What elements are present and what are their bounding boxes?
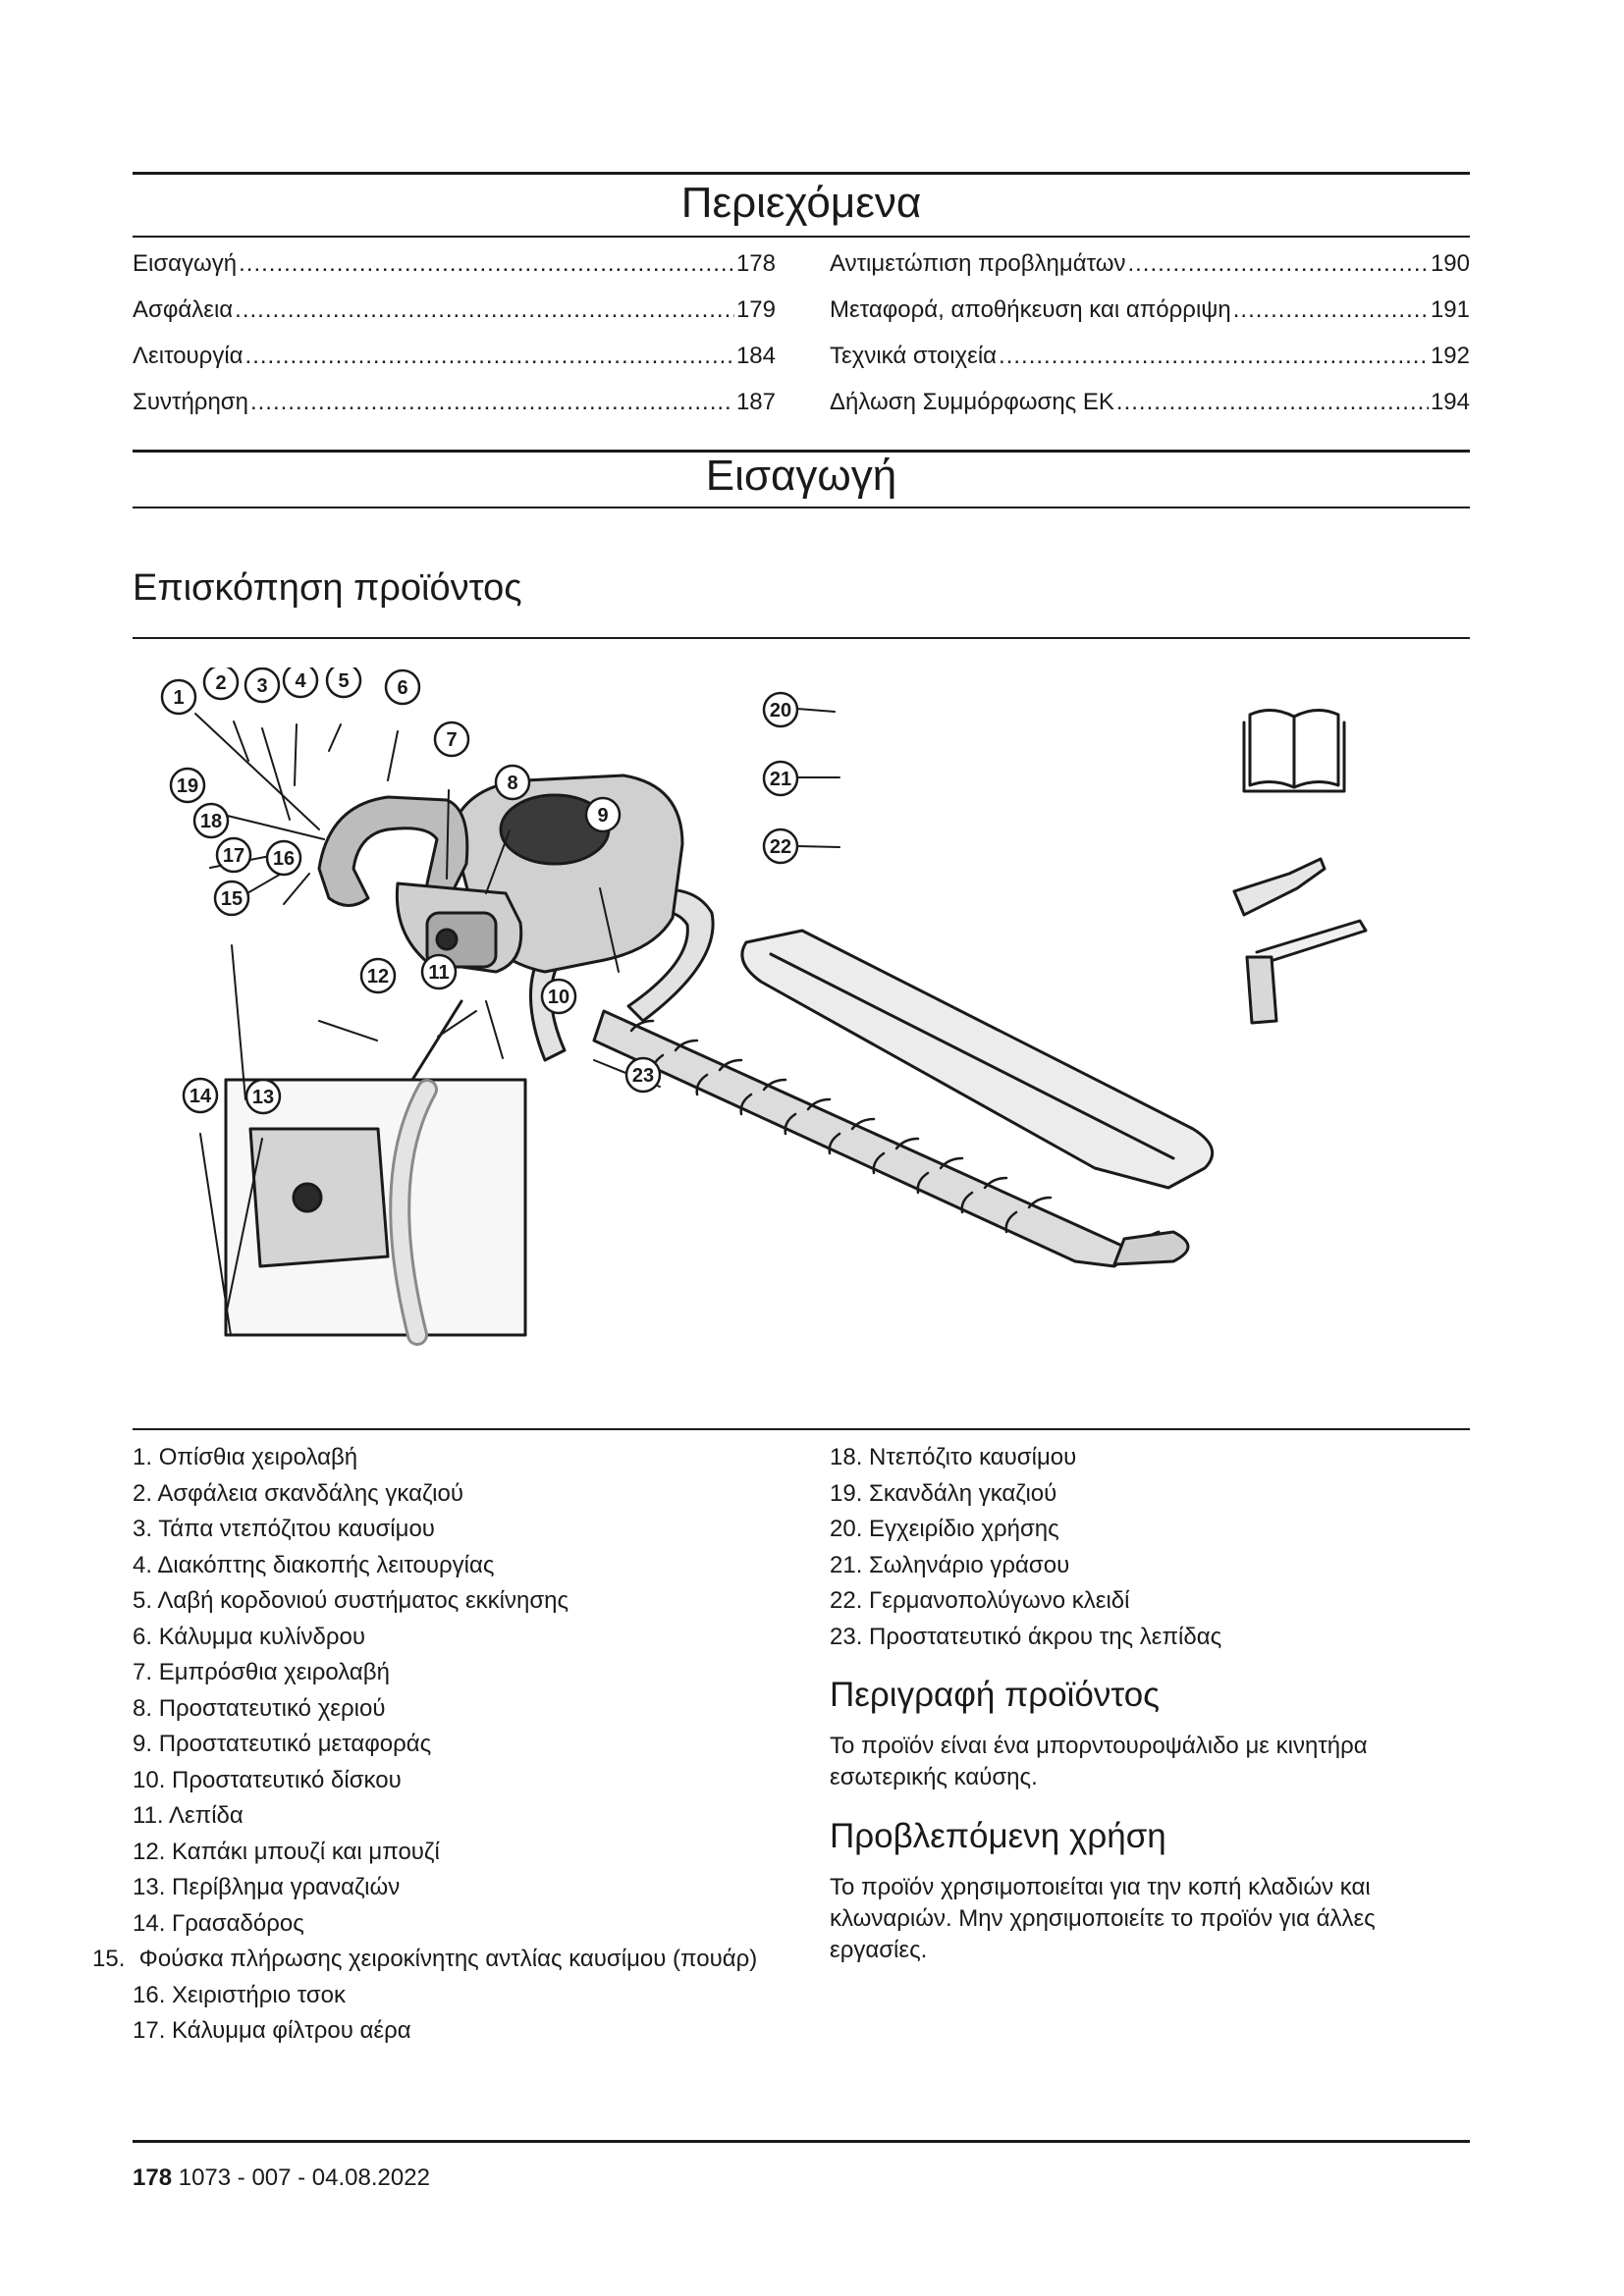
callout-23: 23 [631, 1065, 655, 1087]
intended-use-heading: Προβλεπόμενη χρήση [830, 1816, 1166, 1855]
list-item: 18. Ντεπόζιτο καυσίμου [830, 1444, 1077, 1470]
blade-tip-guard [1114, 1232, 1188, 1264]
list-item: 9. Προστατευτικό μεταφοράς [133, 1731, 432, 1757]
product-overview-figure [133, 667, 1470, 1394]
list-item: 10. Προστατευτικό δίσκου [133, 1766, 402, 1793]
toc-entry[interactable]: Μεταφορά, αποθήκευση και απόρριψη ..... 191 [830, 296, 1470, 343]
callout-22: 22 [769, 836, 792, 858]
list-item: 2. Ασφάλεια σκανδάλης γκαζιού [133, 1479, 463, 1507]
list-item: 12. Καπάκι μπουζί και μπουζί [133, 1838, 440, 1865]
callout-2: 2 [215, 672, 227, 694]
overview-rule [133, 637, 1470, 639]
callout-18: 18 [199, 811, 223, 832]
page-number: 178 [133, 2164, 173, 2191]
callout-14: 14 [189, 1086, 212, 1107]
overview-heading: Επισκόπηση προϊόντος [133, 567, 522, 609]
callout-1: 1 [173, 687, 185, 709]
callout-15: 15 [220, 888, 244, 910]
section-title: Εισαγωγή [705, 452, 897, 500]
callout-20: 20 [769, 700, 792, 721]
callout-17: 17 [222, 845, 245, 867]
callout-13: 13 [251, 1087, 275, 1108]
list-item: 21. Σωληνάριο γράσου [830, 1551, 1070, 1578]
callout-10: 10 [547, 987, 570, 1008]
list-item: 16. Χειριστήριο τσοκ [133, 1981, 347, 2008]
list-item: 11. Λεπίδα [133, 1802, 244, 1829]
list-item: 6. Κάλυμμα κυλίνδρου [133, 1623, 365, 1650]
list-item: 15. Φούσκα πλήρωσης χειροκίνητης αντλίας καυσίμου (πουάρ) [92, 1946, 758, 1972]
list-item: 7. Εμπρόσθια χειρολαβή [133, 1659, 390, 1685]
toc-entry[interactable]: Εισαγωγή ..... 178 [133, 250, 776, 296]
toc-entry[interactable]: Συντήρηση ..... 187 [133, 389, 776, 435]
list-item: 20. Εγχειρίδιο χρήσης [830, 1516, 1059, 1542]
list-item: 14. Γρασαδόρος [133, 1909, 304, 1937]
callout-11: 11 [428, 962, 450, 984]
toc-entry[interactable]: Λειτουργία ..... 184 [133, 343, 776, 389]
callout-5: 5 [338, 670, 350, 692]
toc-title: Περιεχόμενα [680, 179, 922, 227]
intended-use-text: Το προϊόν χρησιμοποιείται για την κοπή κλαδιών και κλωναριών. Μην χρησιμοποιείτε το προϊόν για άλλες εργασίες. [830, 1873, 1376, 1963]
callout-12: 12 [366, 966, 390, 988]
toc-entry[interactable]: Δήλωση Συμμόρφωσης ΕΚ ..... 194 [830, 389, 1470, 435]
document-id: 1073 - 007 - 04.08.2022 [178, 2164, 430, 2191]
toc-entry[interactable]: Αντιμετώπιση προβλημάτων ..... 190 [830, 250, 1470, 296]
page-footer [133, 2164, 430, 2192]
toc-left-column [133, 250, 776, 435]
grease-tube-illustration [1234, 859, 1325, 915]
toc-top-rule [133, 172, 1470, 175]
list-item: 8. Προστατευτικό χεριού [133, 1694, 386, 1722]
toc-entry[interactable]: Ασφάλεια ..... 179 [133, 296, 776, 343]
parts-list-left [92, 1443, 761, 2053]
section-bottom-rule [133, 507, 1470, 508]
list-item: 3. Τάπα ντεπόζιτου καυσίμου [133, 1516, 435, 1542]
callout-21: 21 [769, 769, 792, 790]
callout-4: 4 [295, 670, 306, 692]
list-item: 23. Προστατευτικό άκρου της λεπίδας [830, 1623, 1222, 1650]
list-item: 1. Οπίσθια χειρολαβή [133, 1444, 358, 1470]
list-item: 17. Κάλυμμα φίλτρου αέρα [133, 2017, 411, 2044]
description-heading: Περιγραφή προϊόντος [830, 1675, 1161, 1714]
callout-7: 7 [446, 729, 458, 751]
list-item: 4. Διακόπτης διακοπής λειτουργίας [133, 1551, 495, 1578]
hedge-trimmer-illustration [133, 667, 1470, 1394]
list-item: 19. Σκανδάλη γκαζιού [830, 1479, 1057, 1507]
callout-3: 3 [256, 675, 268, 697]
list-item: 22. Γερμανοπολύγωνο κλειδί [830, 1587, 1130, 1614]
parts-list-rule [133, 1428, 1470, 1430]
parts-list-right [830, 1443, 1468, 1966]
hex-key-illustration [1257, 921, 1366, 962]
toc-entry[interactable]: Τεχνικά στοιχεία ..... 192 [830, 343, 1470, 389]
callout-9: 9 [597, 805, 609, 827]
callout-6: 6 [397, 677, 408, 699]
toc-bottom-rule [133, 236, 1470, 238]
toc-right-column [830, 250, 1470, 435]
list-item: 5. Λαβή κορδονιού συστήματος εκκίνησης [133, 1587, 569, 1614]
callout-19: 19 [176, 775, 199, 797]
callout-16: 16 [272, 848, 296, 870]
list-item: 13. Περίβλημα γραναζιών [133, 1874, 401, 1900]
callout-8: 8 [507, 773, 518, 794]
description-text: Το προϊόν είναι ένα μπορντουροψάλιδο με κινητήρα εσωτερικής καύσης. [830, 1732, 1368, 1790]
footer-rule [133, 2140, 1470, 2143]
